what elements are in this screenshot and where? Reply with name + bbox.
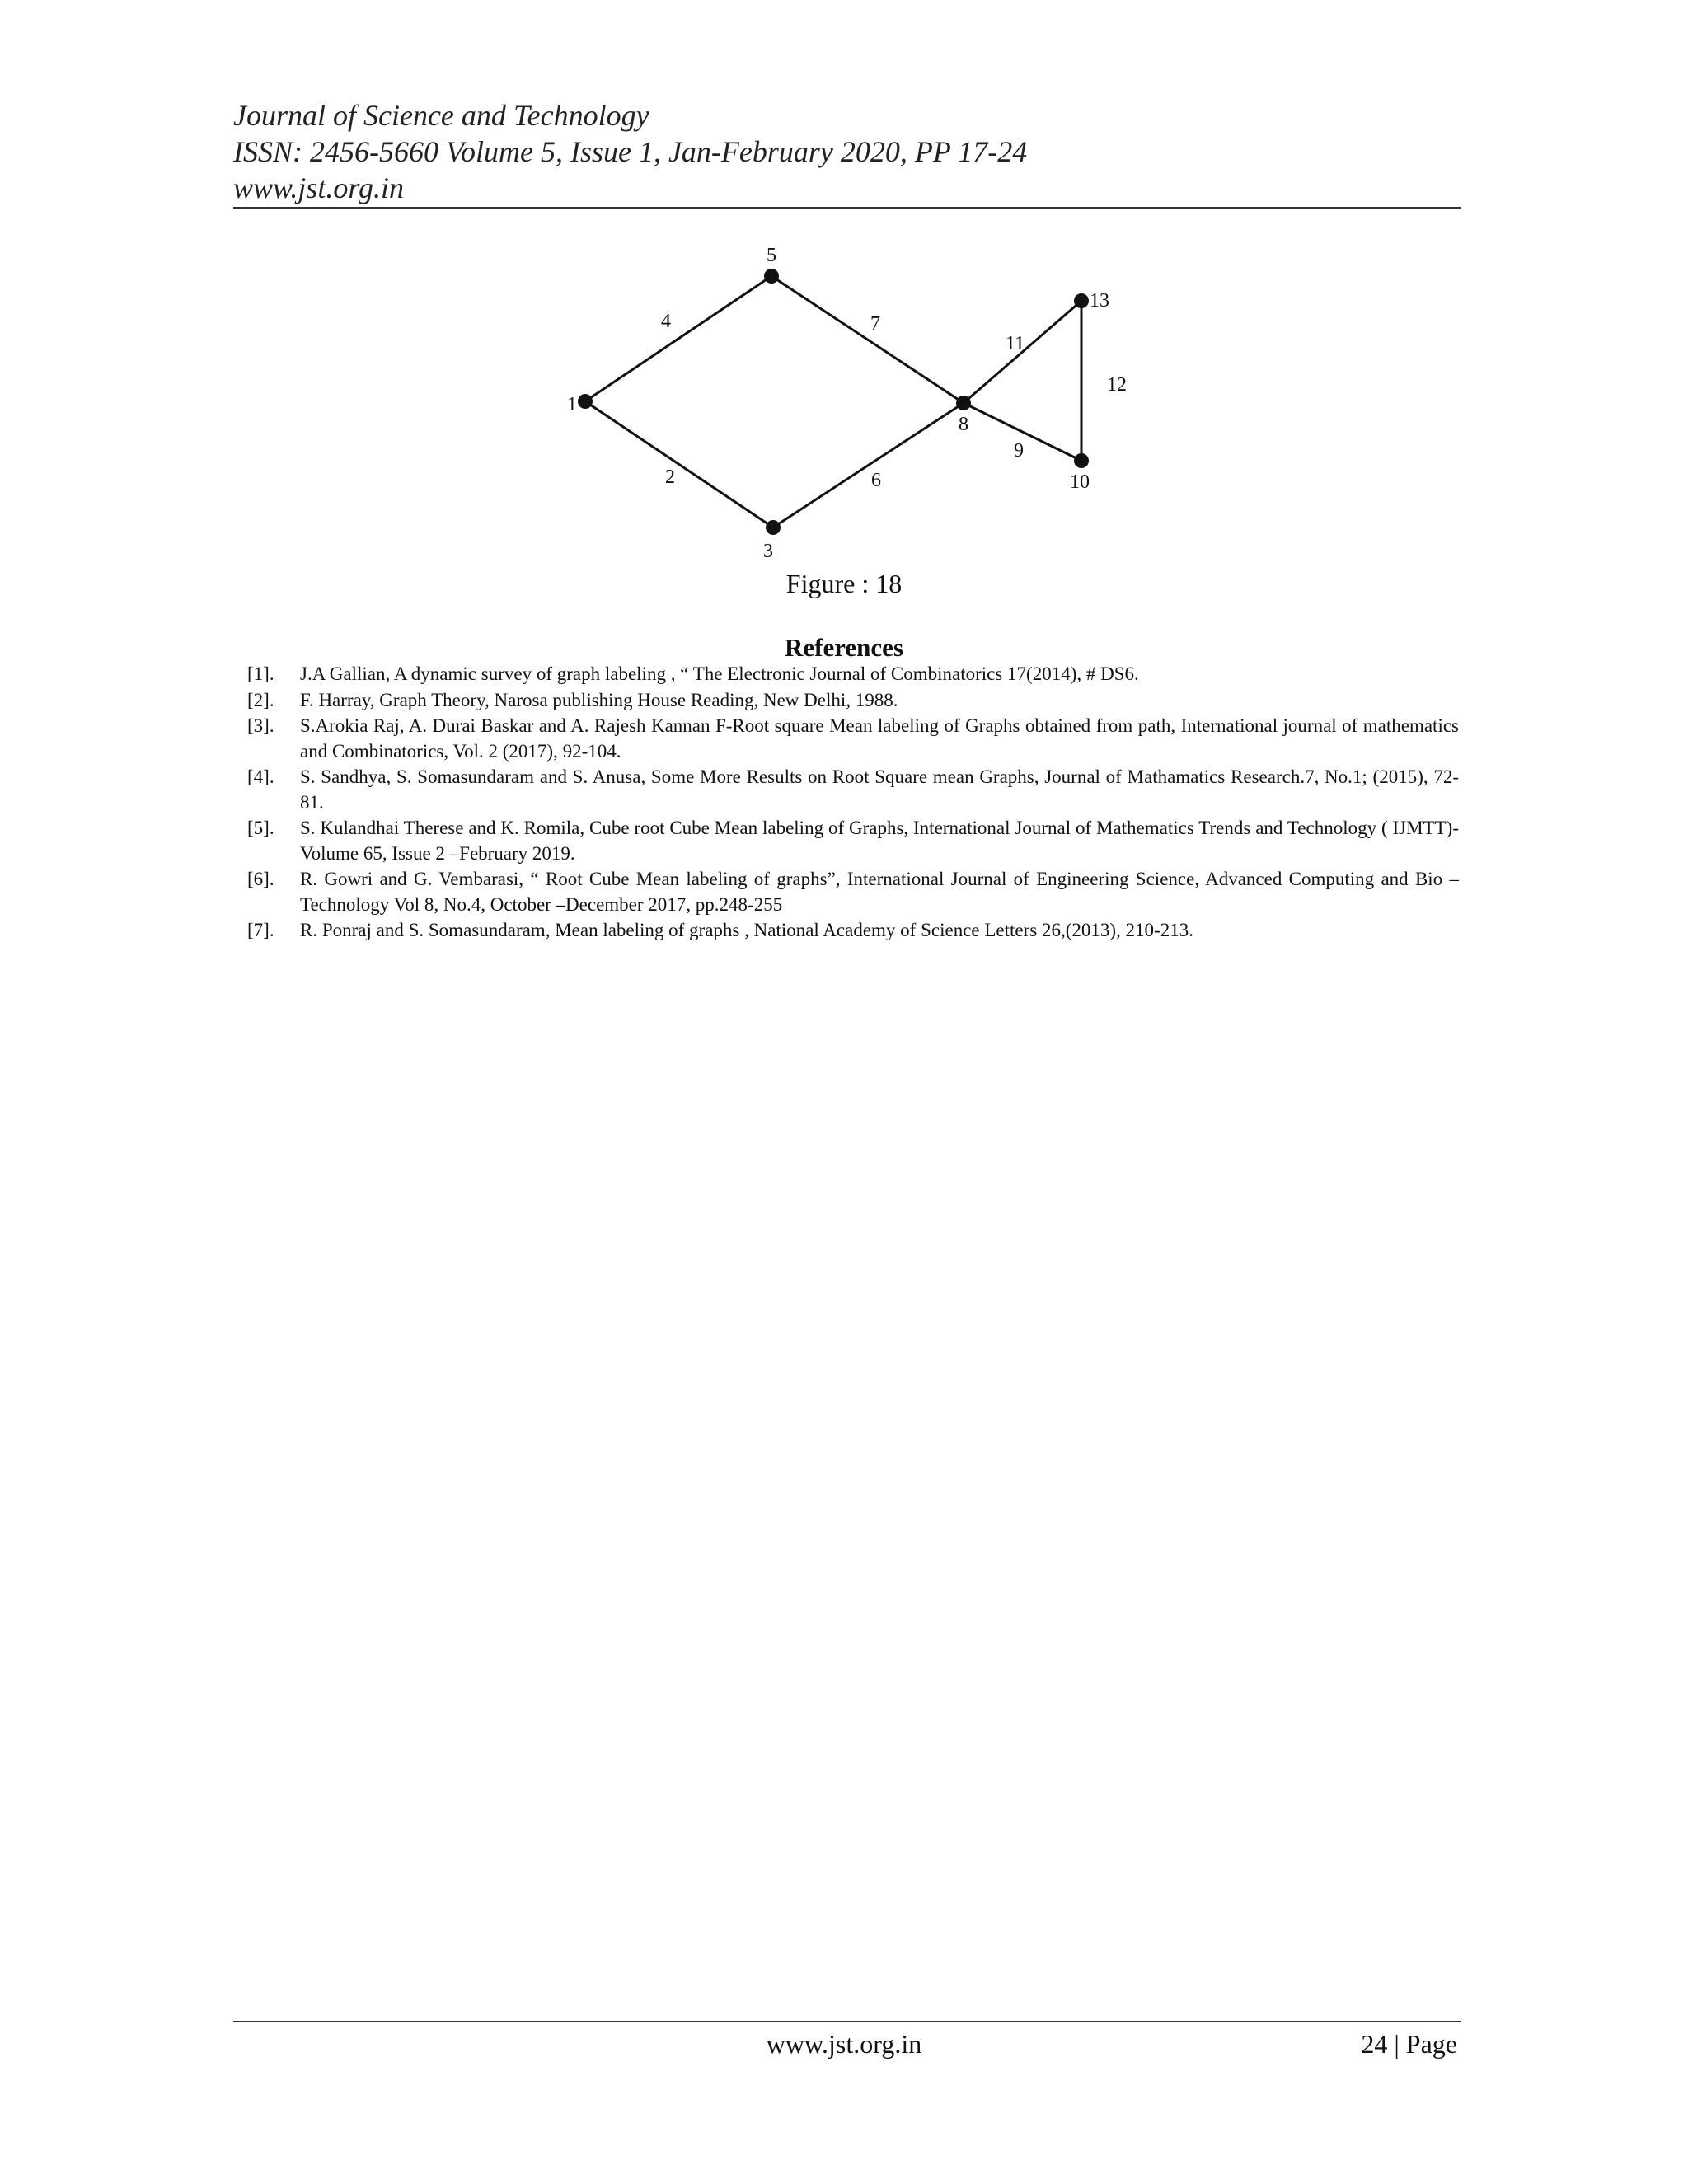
reference-text: R. Ponraj and S. Somasundaram, Mean labeling of graphs , National Academy of Science Letters 26,(2013), 210-213. xyxy=(300,920,1193,940)
reference-text: S. Sandhya, S. Somasundaram and S. Anusa, Some More Results on Root Square mean Graphs, Journal of Mathamatics Research.7, No.1; (2015), 72-81. xyxy=(300,766,1459,813)
edge-5-8 xyxy=(771,276,964,403)
reference-item xyxy=(247,765,1459,815)
vertex-3 xyxy=(766,520,781,535)
reference-number: [3]. xyxy=(247,715,274,736)
page-header xyxy=(233,97,1461,206)
reference-item xyxy=(247,918,1459,944)
edge-label-6: 6 xyxy=(871,470,881,491)
vertex-1 xyxy=(578,394,593,409)
footer-divider xyxy=(233,2021,1461,2022)
reference-text: R. Gowri and G. Vembarasi, “ Root Cube Mean labeling of graphs”, International Journal of Engineering Science, Advanced Computing and Bio – Technology Vol 8, No.4, October –December 2017, pp.248-255 xyxy=(300,869,1459,915)
reference-text: F. Harray, Graph Theory, Narosa publishing House Reading, New Delhi, 1988. xyxy=(300,689,898,710)
footer-url: www.jst.org.in xyxy=(766,2029,922,2059)
vertex-label-3: 3 xyxy=(763,541,773,562)
reference-number: [4]. xyxy=(247,766,274,787)
journal-name: Journal of Science and Technology xyxy=(233,99,649,132)
reference-number: [7]. xyxy=(247,920,274,940)
edge-1-3 xyxy=(585,401,773,527)
reference-number: [5]. xyxy=(247,818,274,838)
vertex-label-1: 1 xyxy=(567,394,577,415)
issn-line: ISSN: 2456-5660 Volume 5, Issue 1, Jan-February 2020, PP 17-24 xyxy=(233,135,1028,168)
figure-caption: Figure : 18 xyxy=(785,569,903,598)
edge-label-2: 2 xyxy=(665,466,675,488)
reference-text: S. Kulandhai Therese and K. Romila, Cube root Cube Mean labeling of Graphs, International Journal of Mathematics Trends and Technology ( IJMTT)-Volume 65, Issue 2 –February 2019. xyxy=(300,818,1459,864)
vertex-10 xyxy=(1074,453,1089,468)
reference-number: [6]. xyxy=(247,869,274,889)
graph-diagram xyxy=(536,239,1195,569)
edge-1-5 xyxy=(585,276,771,401)
reference-list xyxy=(247,662,1459,944)
reference-item xyxy=(247,816,1459,866)
reference-item xyxy=(247,867,1459,917)
page-number: 24 | Page xyxy=(1361,2029,1457,2059)
reference-number: [1]. xyxy=(247,663,274,684)
reference-text: J.A Gallian, A dynamic survey of graph labeling , “ The Electronic Journal of Combinatorics 17(2014), # DS6. xyxy=(300,663,1139,684)
references-heading: References xyxy=(784,633,903,662)
edge-3-8 xyxy=(773,403,964,527)
vertex-label-8: 8 xyxy=(959,414,968,435)
header-divider xyxy=(233,207,1461,209)
vertex-8 xyxy=(956,396,971,410)
vertex-label-10: 10 xyxy=(1070,471,1090,493)
reference-item xyxy=(247,688,1459,714)
journal-site: www.jst.org.in xyxy=(233,171,405,204)
reference-number: [2]. xyxy=(247,689,274,710)
vertex-5 xyxy=(764,269,779,284)
edge-label-12: 12 xyxy=(1107,374,1127,396)
graph-figure xyxy=(536,239,1195,569)
edge-label-9: 9 xyxy=(1014,440,1024,462)
vertex-label-13: 13 xyxy=(1090,290,1109,312)
reference-item xyxy=(247,714,1459,764)
edge-label-7: 7 xyxy=(870,313,880,335)
reference-text: S.Arokia Raj, A. Durai Baskar and A. Rajesh Kannan F-Root square Mean labeling of Graphs obtained from path, International journal of mathematics and Combinatorics, Vol. 2 (2017), 92-104. xyxy=(300,715,1459,762)
vertex-13 xyxy=(1074,293,1089,308)
edge-label-4: 4 xyxy=(661,311,671,332)
vertex-label-5: 5 xyxy=(767,245,776,266)
reference-item xyxy=(247,662,1459,687)
edge-label-11: 11 xyxy=(1006,333,1025,354)
